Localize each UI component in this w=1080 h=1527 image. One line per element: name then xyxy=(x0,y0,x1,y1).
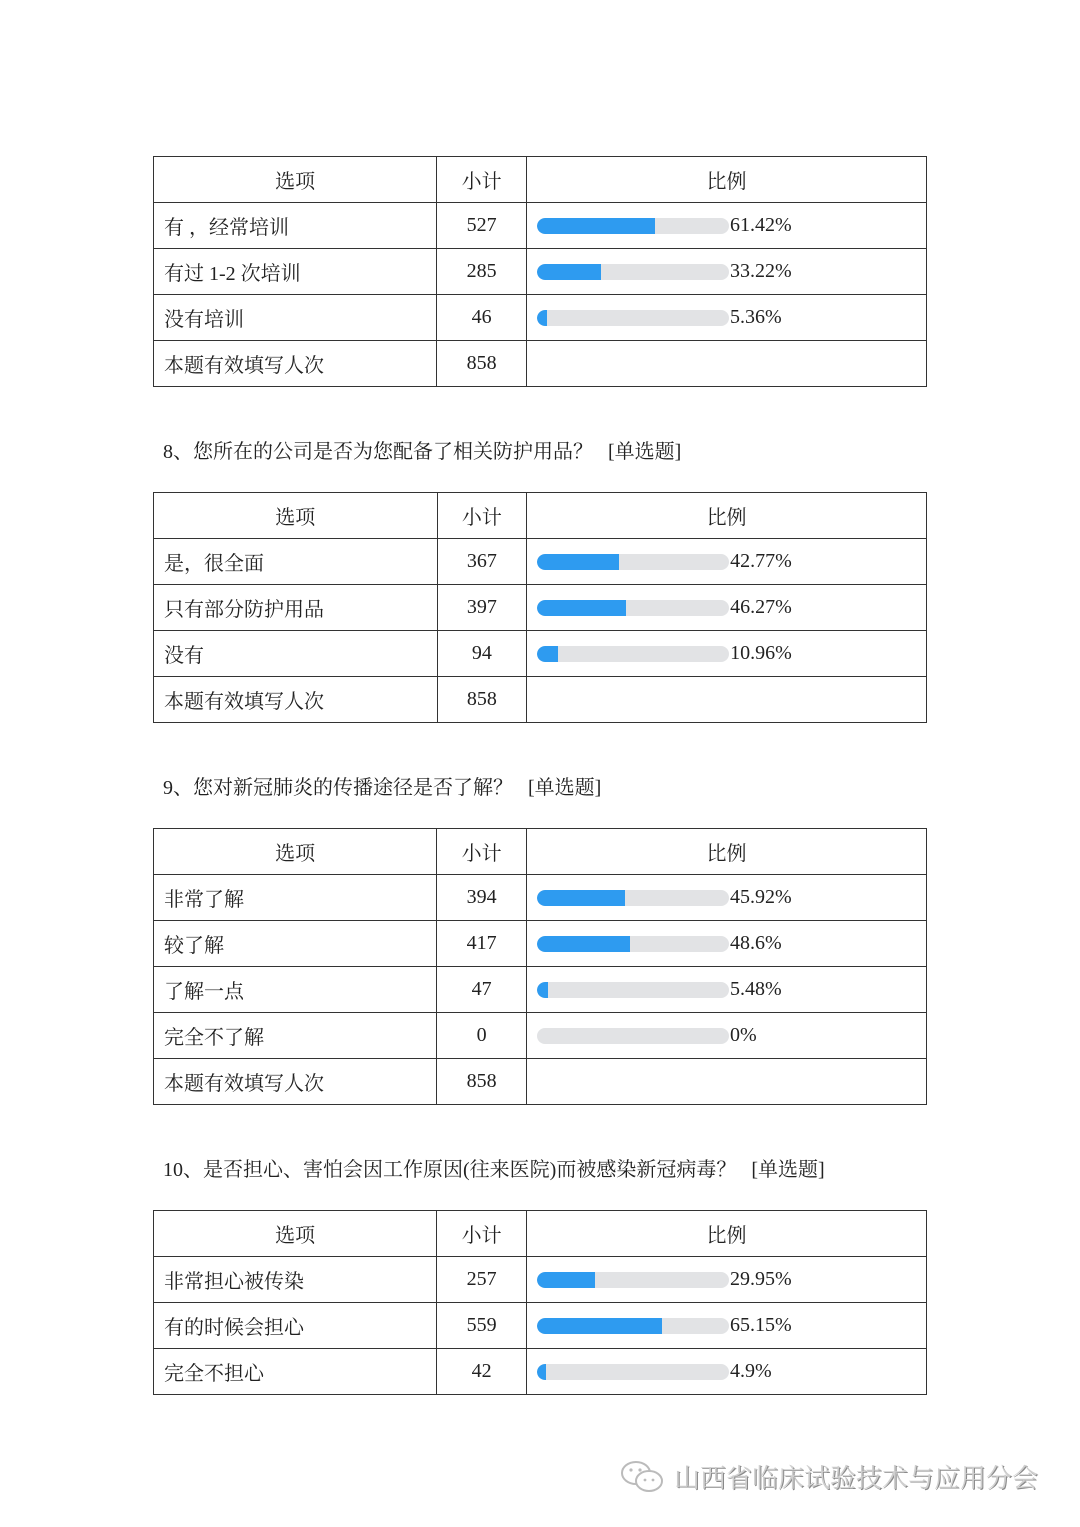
total-count: 858 xyxy=(437,341,527,387)
progress-bar xyxy=(537,1028,729,1044)
option-label: 有过 1-2 次培训 xyxy=(154,249,437,295)
percent-text: 46.27% xyxy=(730,596,792,618)
progress-bar xyxy=(537,600,729,616)
wechat-icon xyxy=(620,1460,666,1494)
option-label: 完全不了解 xyxy=(154,1013,437,1059)
percent-text: 10.96% xyxy=(730,642,792,664)
total-row xyxy=(154,1059,927,1105)
progress-bar xyxy=(537,890,729,906)
total-row xyxy=(154,677,927,723)
table-header xyxy=(154,829,927,875)
table-row xyxy=(154,585,927,631)
option-label: 了解一点 xyxy=(154,967,437,1013)
watermark xyxy=(620,1458,1038,1495)
option-label: 较了解 xyxy=(154,921,437,967)
progress-fill xyxy=(537,936,630,952)
option-count: 42 xyxy=(437,1349,527,1395)
progress-fill xyxy=(537,1272,595,1288)
q10-table xyxy=(153,1210,927,1395)
table-header xyxy=(154,157,927,203)
q8-title: 8、您所在的公司是否为您配备了相关防护用品？ [单选题] xyxy=(163,441,682,463)
total-count: 858 xyxy=(437,1059,527,1105)
header-count: 小计 xyxy=(437,493,527,539)
header-option: 选项 xyxy=(154,157,437,203)
percent-text: 61.42% xyxy=(730,214,792,236)
option-ratio xyxy=(527,1303,927,1349)
option-count: 285 xyxy=(437,249,527,295)
table-header xyxy=(154,1211,927,1257)
percent-text: 65.15% xyxy=(730,1314,792,1336)
table-row xyxy=(154,1303,927,1349)
table-row xyxy=(154,1257,927,1303)
progress-bar xyxy=(537,936,729,952)
option-label: 有的时候会担心 xyxy=(154,1303,437,1349)
option-label: 没有培训 xyxy=(154,295,437,341)
option-ratio xyxy=(527,539,927,585)
header-ratio: 比例 xyxy=(527,829,927,875)
option-label: 没有 xyxy=(154,631,438,677)
total-ratio-empty xyxy=(527,341,927,387)
progress-bar xyxy=(537,1318,729,1334)
option-label: 有 ，经常培训 xyxy=(154,203,437,249)
option-ratio xyxy=(527,585,927,631)
total-count: 858 xyxy=(437,677,527,723)
table-row xyxy=(154,1349,927,1395)
table-row xyxy=(154,875,927,921)
q10-title: 10、是否担心、害怕会因工作原因(往来医院)而被感染新冠病毒？ [单选题] xyxy=(163,1159,825,1181)
progress-bar xyxy=(537,1272,729,1288)
option-count: 46 xyxy=(437,295,527,341)
progress-bar xyxy=(537,264,729,280)
progress-bar xyxy=(537,218,729,234)
header-option: 选项 xyxy=(154,829,437,875)
option-label: 只有部分防护用品 xyxy=(154,585,438,631)
option-ratio xyxy=(527,295,927,341)
progress-fill xyxy=(537,646,558,662)
option-count: 559 xyxy=(437,1303,527,1349)
header-count: 小计 xyxy=(437,1211,527,1257)
table-row xyxy=(154,295,927,341)
progress-bar xyxy=(537,982,729,998)
option-count: 397 xyxy=(437,585,527,631)
option-count: 47 xyxy=(437,967,527,1013)
table-row xyxy=(154,967,927,1013)
progress-bar xyxy=(537,1364,729,1380)
option-count: 527 xyxy=(437,203,527,249)
option-label: 完全不担心 xyxy=(154,1349,437,1395)
progress-fill xyxy=(537,600,626,616)
total-label: 本题有效填写人次 xyxy=(154,341,437,387)
option-count: 257 xyxy=(437,1257,527,1303)
percent-text: 29.95% xyxy=(730,1268,792,1290)
table-row xyxy=(154,249,927,295)
option-count: 94 xyxy=(437,631,527,677)
progress-bar xyxy=(537,646,729,662)
header-ratio: 比例 xyxy=(527,493,927,539)
header-option: 选项 xyxy=(154,1211,437,1257)
progress-fill xyxy=(537,1364,546,1380)
percent-text: 5.48% xyxy=(730,978,782,1000)
table-row xyxy=(154,1013,927,1059)
header-option: 选项 xyxy=(154,493,438,539)
progress-fill xyxy=(537,218,655,234)
total-ratio-empty xyxy=(527,677,927,723)
header-count: 小计 xyxy=(437,157,527,203)
q7-table xyxy=(153,156,927,387)
q9-table xyxy=(153,828,927,1105)
total-label: 本题有效填写人次 xyxy=(154,1059,437,1105)
watermark-text: 山西省临床试验技术与应用分会 xyxy=(674,1464,1039,1494)
table-header xyxy=(154,493,927,539)
progress-fill xyxy=(537,982,548,998)
progress-fill xyxy=(537,264,601,280)
progress-fill xyxy=(537,554,619,570)
option-label: 非常担心被传染 xyxy=(154,1257,437,1303)
option-count: 417 xyxy=(437,921,527,967)
table-row xyxy=(154,631,927,677)
option-ratio xyxy=(527,203,927,249)
header-ratio: 比例 xyxy=(527,157,927,203)
percent-text: 0% xyxy=(730,1024,757,1046)
percent-text: 48.6% xyxy=(730,932,782,954)
progress-fill xyxy=(537,890,625,906)
option-ratio xyxy=(527,875,927,921)
option-label: 是，很全面 xyxy=(154,539,438,585)
q8-table xyxy=(153,492,927,723)
option-count: 0 xyxy=(437,1013,527,1059)
progress-fill xyxy=(537,310,547,326)
option-ratio xyxy=(527,1257,927,1303)
percent-text: 5.36% xyxy=(730,306,782,328)
table-row xyxy=(154,203,927,249)
percent-text: 4.9% xyxy=(730,1360,772,1382)
option-ratio xyxy=(527,631,927,677)
progress-fill xyxy=(537,1318,662,1334)
percent-text: 33.22% xyxy=(730,260,792,282)
option-count: 367 xyxy=(437,539,527,585)
option-ratio xyxy=(527,1013,927,1059)
total-row xyxy=(154,341,927,387)
option-label: 非常了解 xyxy=(154,875,437,921)
option-ratio xyxy=(527,921,927,967)
option-ratio xyxy=(527,967,927,1013)
option-ratio xyxy=(527,1349,927,1395)
q9-title: 9、您对新冠肺炎的传播途径是否了解？ [单选题] xyxy=(163,777,602,799)
progress-bar xyxy=(537,554,729,570)
table-row xyxy=(154,921,927,967)
percent-text: 45.92% xyxy=(730,886,792,908)
header-ratio: 比例 xyxy=(527,1211,927,1257)
option-ratio xyxy=(527,249,927,295)
progress-bar xyxy=(537,310,729,326)
option-count: 394 xyxy=(437,875,527,921)
table-row xyxy=(154,539,927,585)
header-count: 小计 xyxy=(437,829,527,875)
total-label: 本题有效填写人次 xyxy=(154,677,438,723)
total-ratio-empty xyxy=(527,1059,927,1105)
percent-text: 42.77% xyxy=(730,550,792,572)
